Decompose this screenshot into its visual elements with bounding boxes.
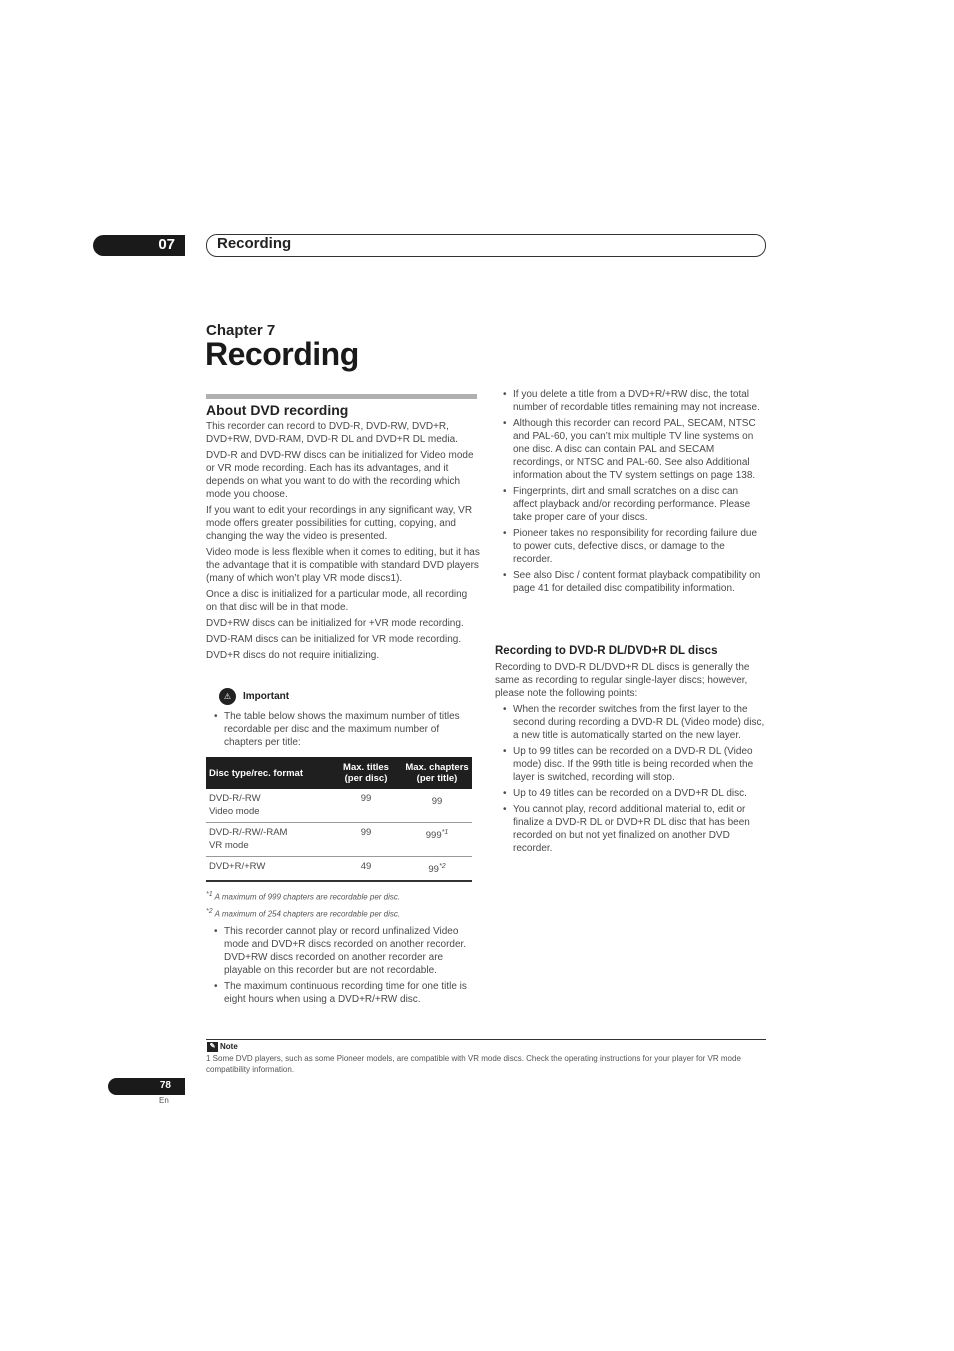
section-header-bar [206, 234, 766, 257]
list-item: • Pioneer takes no responsibility for recording failure due to power cuts, defective discs, or damage to the recorder. [503, 527, 765, 566]
table-cell: 49 [330, 857, 402, 882]
list-item: • Up to 49 titles can be recorded on a DVD+R DL disc. [503, 787, 765, 800]
note-heading [207, 1042, 238, 1052]
table-row [206, 789, 472, 823]
list-item: • You cannot play, record additional material to, edit or finalize a DVD-R DL or DVD+R DL disc that has been recorded on but not yet finalized on another DVD recorder. [503, 803, 765, 855]
table-header: Max. chapters (per title) [402, 757, 472, 789]
list-item: • Although this recorder can record PAL, SECAM, NTSC and PAL-60, you can’t mix multiple TV line systems on one disc. A disc can contain PAL and SECAM recordings, or NTSC and PAL-60. See also Additional information about the TV system settings on page 138. [503, 417, 765, 482]
list-item: • If you delete a title from a DVD+R/+RW disc, the total number of recordable titles remaining may not increase. [503, 388, 765, 414]
chapter-label: Chapter 7 [206, 322, 276, 339]
warning-icon: ⚠ [219, 688, 236, 705]
list-item: • Fingerprints, dirt and small scratches on a disc can affect playback and/or recording performance. Please take proper care of your discs. [503, 485, 765, 524]
list-item: • See also Disc / content format playback compatibility on page 41 for detailed disc compatibility information. [503, 569, 765, 595]
list-item: • When the recorder switches from the first layer to the second during recording a DVD-R DL (Video mode) disc, a new title is automatically started on the new layer. [503, 703, 765, 742]
table-cell: 99 [330, 823, 402, 857]
dl-bullet-list [503, 703, 765, 858]
table-cell: DVD-R/-RW Video mode [206, 789, 330, 823]
table-cell: 99$^{*2}$ [402, 857, 472, 882]
left-bullet-list [214, 925, 478, 1009]
table-cell: 999$^{*1}$ [402, 823, 472, 857]
page-number: 78 [159, 1080, 171, 1091]
list-item: • The table below shows the maximum number of titles recordable per disc and the maximum number of chapters per title: [214, 710, 478, 749]
language-label: En [159, 1096, 169, 1105]
note-label: Note [220, 1042, 238, 1052]
chapter-number-tab [93, 235, 185, 256]
table-cell: DVD-R/-RW/-RAM VR mode [206, 823, 330, 857]
table-footnotes [206, 888, 476, 921]
paragraph: Video mode is less flexible when it comes to editing, but it has the advantage that it is compatible with standard DVD players (many of which won’t play VR mode discs1). [206, 547, 480, 584]
list-item: • This recorder cannot play or record unfinalized Video mode and DVD+R discs recorded on another recorder. DVD+RW discs recorded on another recorder are playable on this recorder but are not recordable. [214, 925, 478, 977]
table-row [206, 857, 472, 882]
paragraph: DVD+RW discs can be initialized for +VR mode recording. [206, 618, 464, 629]
important-label: Important [243, 691, 290, 702]
about-paragraphs [206, 420, 480, 665]
max-titles-table [206, 757, 472, 882]
section-header-title: Recording [217, 235, 292, 252]
subsection-title: Recording to DVD-R DL/DVD+R DL discs [495, 645, 718, 657]
paragraph: DVD-R and DVD-RW discs can be initialized for Video mode or VR mode recording. Each has its advantages, and it depends on what you want to do with the recording which mode you choose. [206, 450, 474, 500]
table-header: Disc type/rec. format [206, 757, 330, 789]
paragraph: DVD+R discs do not require initializing. [206, 650, 380, 661]
chapter-title: Recording [205, 336, 359, 372]
paragraph: This recorder can record to DVD-R, DVD-RW, DVD+R, DVD+RW, DVD-RAM, DVD-R DL and DVD+R DL media. [206, 421, 458, 445]
page-number-tab [108, 1078, 185, 1095]
section-rule [206, 394, 477, 399]
table-header: Max. titles (per disc) [330, 757, 402, 789]
list-item: • Up to 99 titles can be recorded on a DVD-R DL (Video mode) disc. If the 99th title is being recorded when the layer is switched, recording will stop. [503, 745, 765, 784]
section-title: About DVD recording [206, 402, 349, 418]
important-list [214, 710, 478, 752]
table-cell: 99 [330, 789, 402, 823]
table-cell: DVD+R/+RW [206, 857, 330, 882]
chapter-number: 07 [158, 236, 175, 253]
paragraph: DVD-RAM discs can be initialized for VR mode recording. [206, 634, 462, 645]
subsection-intro: Recording to DVD-R DL/DVD+R DL discs is generally the same as recording to regular single-layer discs; however, please note the following points: [495, 662, 750, 699]
list-item: • The maximum continuous recording time for one title is eight hours when using a DVD+R/+RW disc. [214, 980, 478, 1006]
note-rule [206, 1039, 766, 1040]
note-icon: ✎ [207, 1042, 218, 1052]
paragraph: Once a disc is initialized for a particular mode, all recording on that disc will be in that mode. [206, 589, 468, 613]
paragraph: If you want to edit your recordings in any significant way, VR mode offers greater possibilities for cutting, copying, and changing the way the video is presented. [206, 505, 473, 542]
note-text: 1 Some DVD players, such as some Pioneer models, are compatible with VR mode discs. Check the operating instructions for your player for VR mode compatibility information. [206, 1054, 741, 1074]
table-cell: 99 [402, 789, 472, 823]
footnote: $^{*2}$ A maximum of 254 chapters are recordable per disc. [206, 907, 401, 919]
table-row [206, 823, 472, 857]
right-bullet-list [503, 388, 765, 598]
footnote: $^{*1}$ A maximum of 999 chapters are recordable per disc. [206, 891, 401, 902]
